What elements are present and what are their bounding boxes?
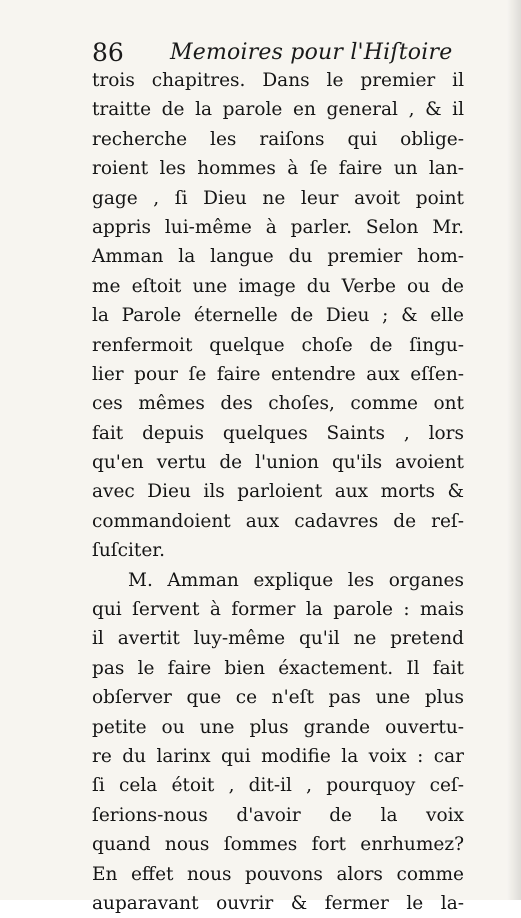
page-number: 86 — [92, 38, 124, 67]
text-line: gage , ſi Dieu ne leur avoit point — [92, 187, 464, 209]
text-line: avec Dieu ils parloient aux morts & — [92, 481, 464, 503]
text-line: qu'en vertu de l'union qu'ils avoient — [92, 452, 464, 474]
running-title: Memoires pour l'Hiſtoire — [170, 40, 453, 65]
text-line: traitte de la parole en general , & il — [92, 99, 464, 121]
text-line: petite ou une plus grande ouvertu- — [92, 716, 464, 738]
text-line: ſerions-nous d'avoir de la voix — [92, 804, 464, 826]
text-line: lier pour ſe faire entendre aux eſſen- — [92, 363, 464, 385]
paragraph-1 — [92, 66, 464, 566]
paragraph-2 — [92, 566, 464, 918]
text-line: pas le faire bien éxactement. Il fait — [92, 657, 464, 679]
text-line: me eſtoit une image du Verbe ou de — [92, 275, 464, 297]
text-line: re du larinx qui modifie la voix : car — [92, 745, 464, 767]
text-line: renfermoit quelque choſe de ſingu- — [92, 334, 464, 356]
text-line: trois chapitres. Dans le premier il — [92, 70, 464, 91]
text-line: quand nous ſommes fort enrhumez? — [92, 834, 464, 856]
text-line: ces mêmes des choſes, comme ont — [92, 393, 464, 415]
text-line: roient les hommes à ſe faire un lan- — [92, 158, 464, 180]
text-line: recherche les raiſons qui oblige- — [92, 128, 464, 150]
body-text — [92, 66, 464, 918]
text-line: commandoient aux cadavres de reſ- — [92, 510, 464, 532]
text-line: appris lui-même à parler. Selon Mr. — [92, 216, 464, 238]
text-line: ſuſciter. — [92, 540, 165, 562]
text-line: qui ſervent à former la parole : mais — [92, 599, 464, 621]
text-line: auparavant ouvrir & fermer le la- — [92, 892, 464, 914]
running-head — [92, 36, 462, 70]
text-line: la Parole éternelle de Dieu ; & elle — [92, 305, 464, 327]
text-line: Amman la langue du premier hom- — [92, 246, 464, 268]
text-line: M. Amman explique les organes — [128, 569, 464, 591]
text-line: obſerver que ce n'eſt pas une plus — [92, 687, 464, 709]
text-line: En effet nous pouvons alors comme — [92, 863, 464, 885]
text-line: il avertit luy-même qu'il ne pretend — [92, 628, 464, 650]
text-line: ſi cela étoit , dit-il , pourquoy ceſ- — [92, 775, 464, 797]
text-line: fait depuis quelques Saints , lors — [92, 422, 464, 444]
